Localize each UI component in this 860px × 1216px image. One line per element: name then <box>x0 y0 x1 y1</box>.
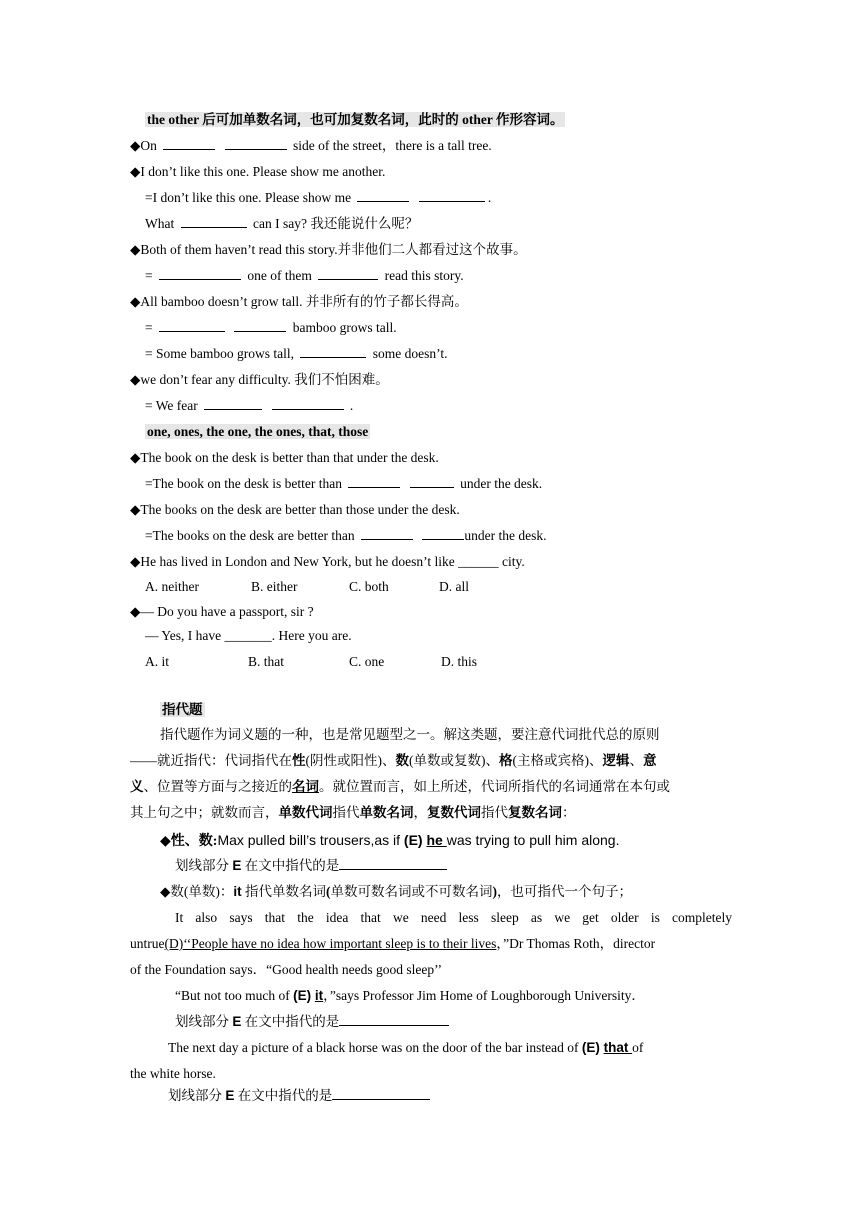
example-question: 划线部分 E 在文中指代的是 <box>175 1013 449 1031</box>
exercise-line: = bamboo grows tall. <box>145 320 397 335</box>
example-gender-number: ◆性、数:Max pulled bill’s trousers,as if (E) he was trying to pull him along. <box>160 832 620 849</box>
blank[interactable] <box>204 397 262 410</box>
option-a[interactable]: A. it <box>145 654 170 669</box>
blank[interactable] <box>348 475 400 488</box>
answer-blank[interactable] <box>339 857 447 870</box>
section-heading-the-other: the other 后可加单数名词，也可加复数名词，此时的 other 作形容词。 <box>147 112 564 127</box>
exercise-line: ◆we don’t fear any difficulty. 我们不怕困难。 <box>130 372 389 387</box>
blank[interactable] <box>234 319 286 332</box>
exercise-line: = We fear . <box>145 398 354 413</box>
option-b[interactable]: B. either <box>251 579 298 594</box>
blank[interactable] <box>357 189 409 202</box>
blank[interactable] <box>159 267 241 280</box>
example-question: 划线部分 E 在文中指代的是 <box>175 857 447 875</box>
blank[interactable] <box>422 527 464 540</box>
exercise-line: — Yes, I have _______. Here you are. <box>145 628 352 643</box>
exercise-line: What can I say? 我还能说什么呢？ <box>145 216 419 231</box>
section-title-zhidai: 指代题 <box>162 702 203 717</box>
exercise-line: ◆I don’t like this one. Please show me another. <box>130 164 386 179</box>
exercise-line: = Some bamboo grows tall, some doesn’t. <box>145 346 448 361</box>
blank[interactable] <box>410 475 454 488</box>
exercise-line: ◆All bamboo doesn’t grow tall. 并非所有的竹子都长得高。 <box>130 294 468 309</box>
exercise-line: ◆He has lived in London and New York, but he doesn’t like ______ city. <box>130 554 525 569</box>
example-question: 划线部分 E 在文中指代的是 <box>168 1087 430 1105</box>
section-heading-one-ones: one, ones, the one, the ones, that, those <box>147 424 369 439</box>
exercise-line: ◆The book on the desk is better than that under the desk. <box>130 450 439 465</box>
intro-paragraph: 指代题作为词义题的一种，也是常见题型之一。解这类题，要注意代词批代总的原则 ——就近指代：代词指代在性(阴性或阳性)、数(单数或复数)、格(主格或宾格)、逻辑、意 义、位置等方面与之接近的名词。就位置而言，如上所述，代词所指代的名词通常在本句或 其上句之中；就数而言，单数代词指代单数名词，复数代词指代复数名词： <box>130 727 670 820</box>
option-a[interactable]: A. neither <box>145 579 199 594</box>
blank[interactable] <box>318 267 378 280</box>
example-passage-horse: The next day a picture of a black horse was on the door of the bar instead of (E) that of the white horse. <box>130 1040 644 1081</box>
answer-blank[interactable] <box>339 1013 449 1026</box>
blank[interactable] <box>159 319 225 332</box>
blank[interactable] <box>163 137 215 150</box>
blank[interactable] <box>225 137 287 150</box>
exercise-line: ◆Both of them haven’t read this story.并非他们二人都看过这个故事。 <box>130 242 527 257</box>
blank[interactable] <box>181 215 247 228</box>
option-d[interactable]: D. all <box>439 579 469 594</box>
example-singular-it: ◆数(单数)：it 指代单数名词(单数可数名词或不可数名词)，也可指代一个句子； <box>160 884 632 899</box>
example-passage: It also says that the idea that we need less sleep as we get older is completely untrue(D)‘‘People have no idea how important sleep is to their lives，”Dr Thomas Roth，director of the Foundation says．“Good health needs good sleep’’ “But not too much of (E) it，”says Professor Jim Home of Loughborough University． <box>130 910 732 1003</box>
exercise-line: ◆— Do you have a passport, sir ? <box>130 604 314 619</box>
option-b[interactable]: B. that <box>248 654 284 669</box>
exercise-line: ◆On side of the street，there is a tall tree. <box>130 138 492 153</box>
exercise-line: =I don’t like this one. Please show me . <box>145 190 492 205</box>
exercise-line: =The book on the desk is better than under the desk. <box>145 476 543 491</box>
blank[interactable] <box>300 345 366 358</box>
blank[interactable] <box>361 527 413 540</box>
blank[interactable] <box>419 189 485 202</box>
exercise-line: = one of them read this story. <box>145 268 464 283</box>
blank[interactable] <box>272 397 344 410</box>
option-c[interactable]: C. both <box>349 579 389 594</box>
exercise-line: ◆The books on the desk are better than those under the desk. <box>130 502 460 517</box>
option-c[interactable]: C. one <box>349 654 385 669</box>
answer-blank[interactable] <box>332 1087 430 1100</box>
exercise-line: =The books on the desk are better than under the desk. <box>145 528 547 543</box>
option-d[interactable]: D. this <box>441 654 478 669</box>
